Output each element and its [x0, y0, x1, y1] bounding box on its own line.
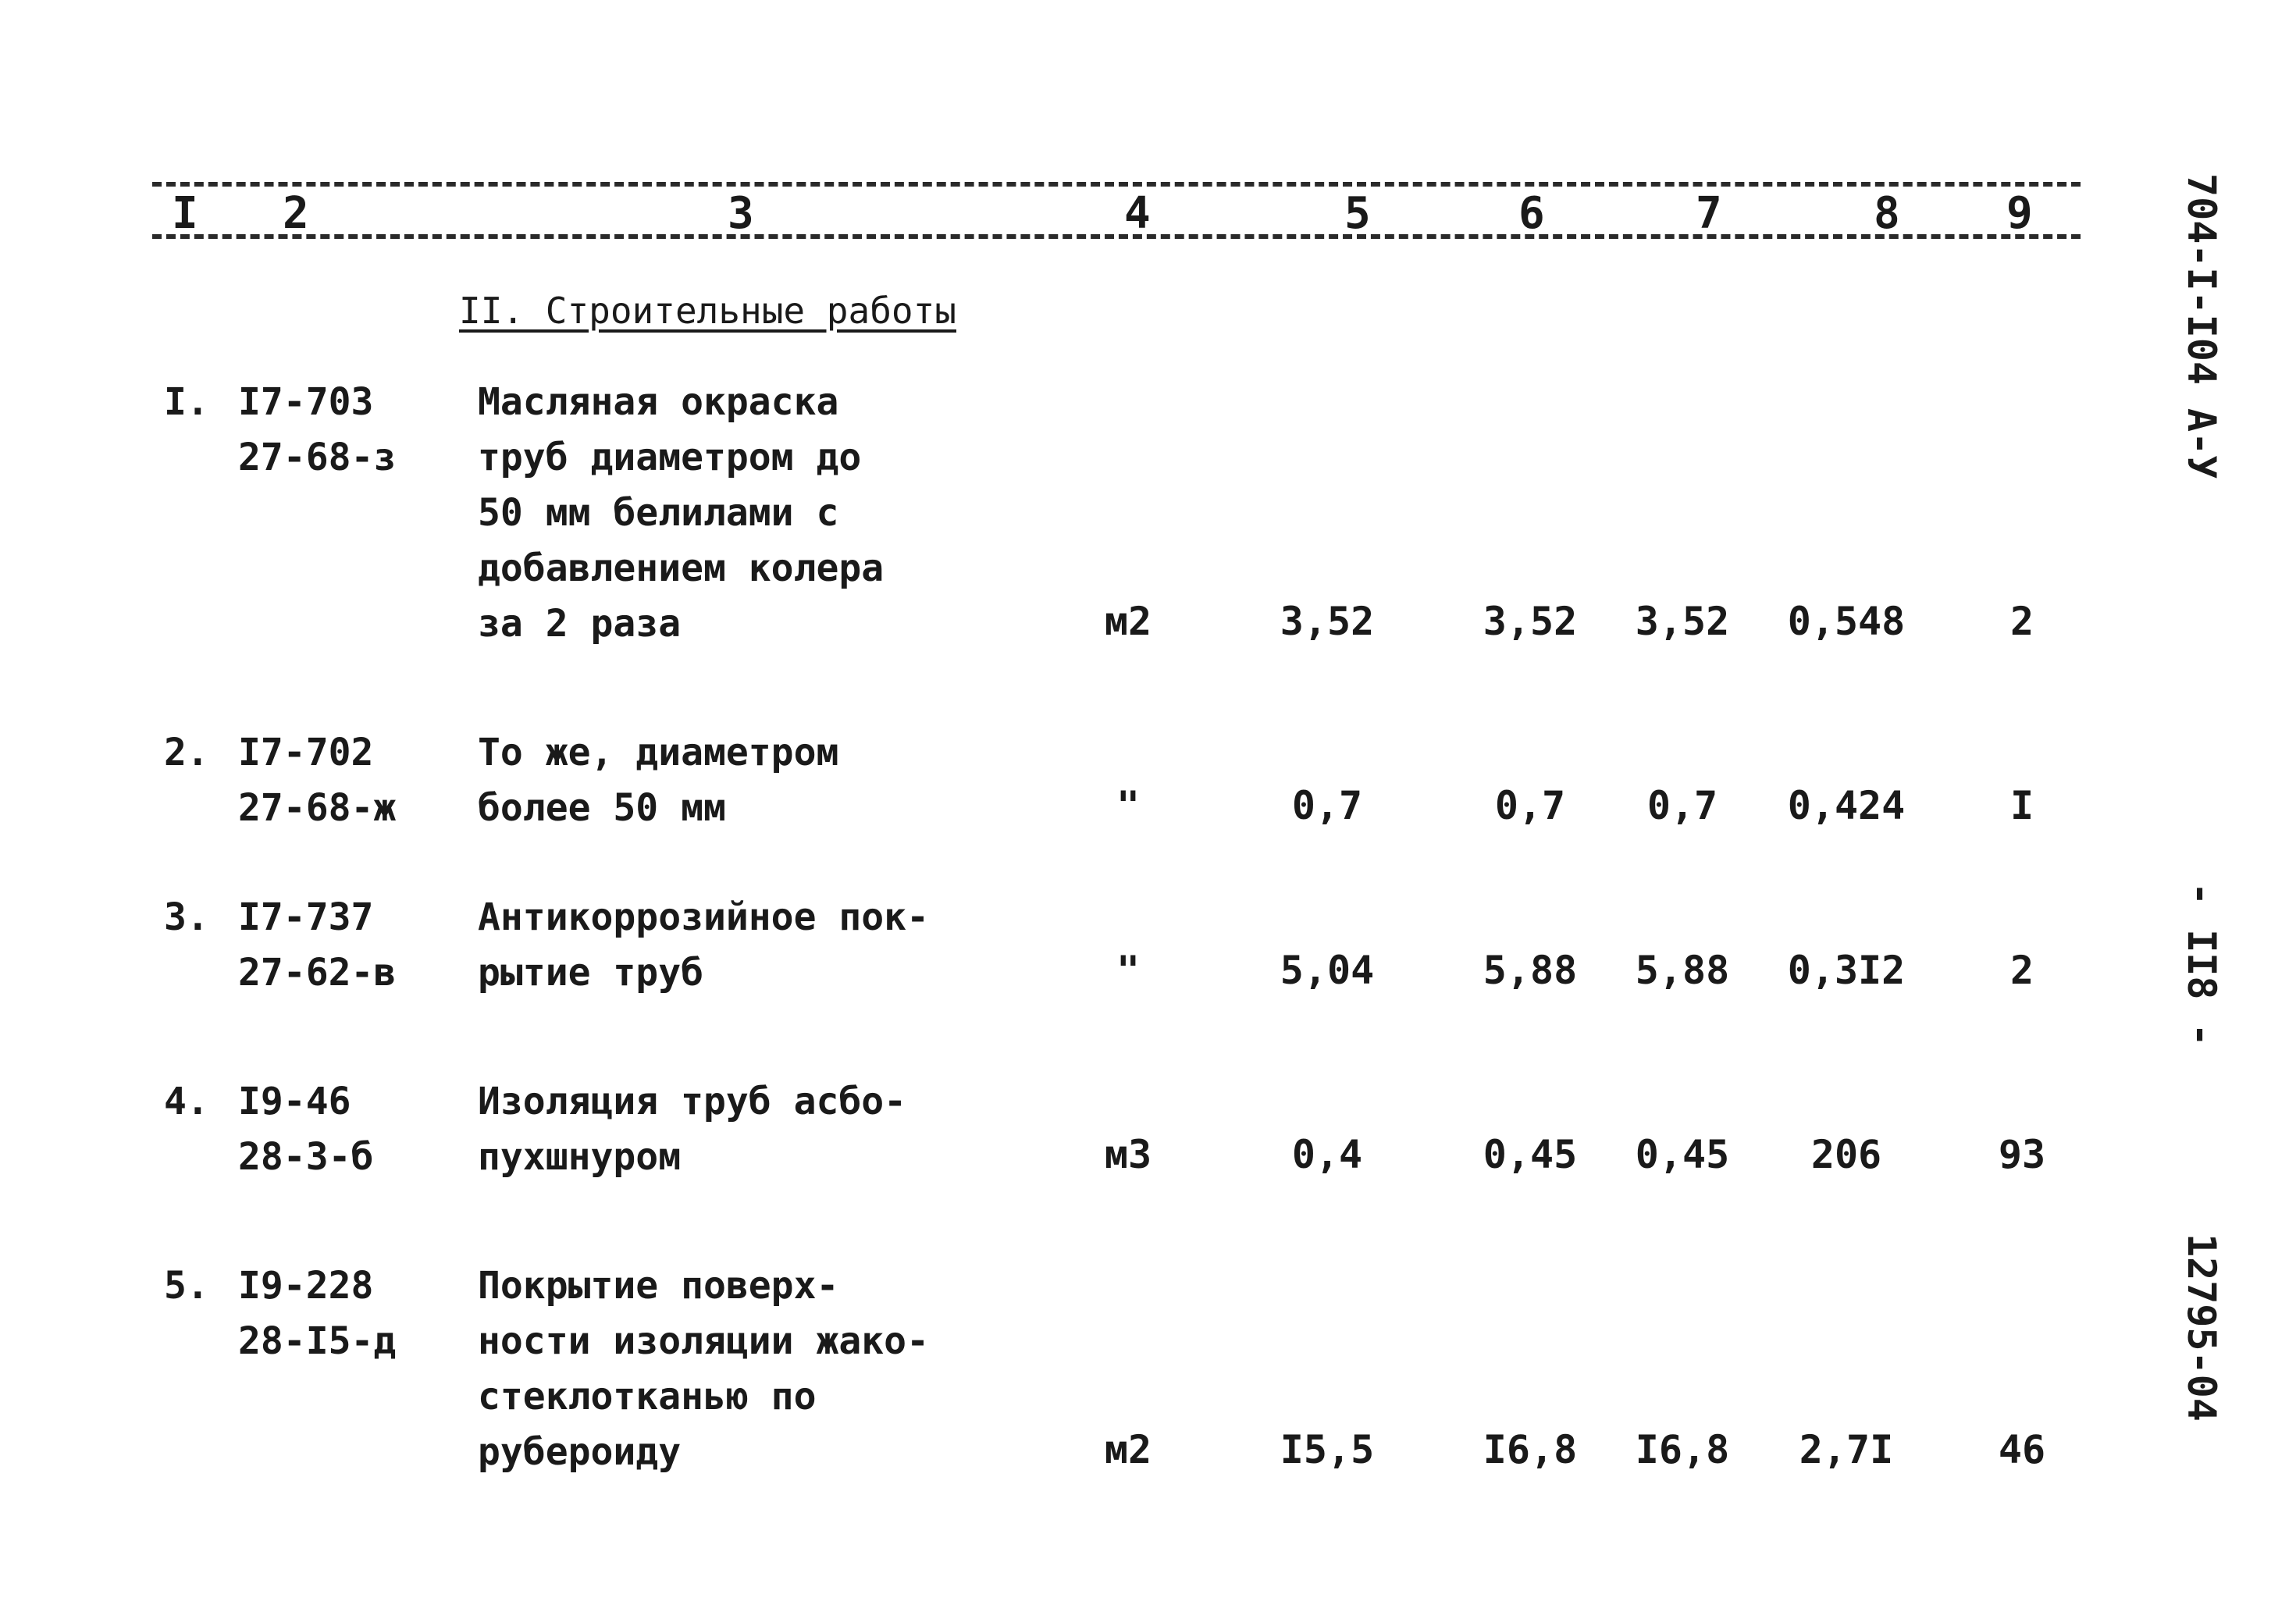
row-value-col8: 0,424 — [1787, 783, 1906, 828]
header-top-rule — [152, 182, 2081, 187]
row-description-line: Масляная окраска — [478, 380, 839, 424]
column-number: 3 — [728, 188, 754, 239]
row-value-col5: 3,52 — [1280, 599, 1375, 644]
row-code-primary: I9-228 — [238, 1264, 374, 1308]
row-code-secondary: 28-3-б — [238, 1135, 374, 1179]
row-unit: " — [1116, 783, 1141, 828]
row-unit: " — [1116, 948, 1141, 993]
row-index: I. — [164, 380, 209, 424]
row-value-col6: 0,45 — [1483, 1132, 1578, 1177]
row-description-line: труб диаметром до — [478, 436, 862, 479]
row-code-secondary: 27-68-з — [238, 436, 397, 479]
margin-page-number: - II8 - — [2179, 882, 2224, 1047]
row-value-col8: 206 — [1810, 1132, 1882, 1177]
column-number: 4 — [1124, 188, 1151, 239]
row-index: 3. — [164, 895, 209, 939]
row-value-col5: I5,5 — [1280, 1427, 1375, 1472]
row-index: 2. — [164, 731, 209, 774]
row-description-line: стеклотканью по — [478, 1375, 817, 1418]
row-value-col6: 0,7 — [1494, 783, 1566, 828]
row-description-line: пухшнуром — [478, 1135, 682, 1179]
row-unit: м3 — [1104, 1132, 1152, 1177]
row-value-col9: I — [2009, 783, 2034, 828]
row-description-line: ности изоляции жако- — [478, 1319, 929, 1363]
column-number: 9 — [2006, 188, 2033, 239]
row-code-primary: I9-46 — [238, 1080, 351, 1123]
row-code-primary: I7-702 — [238, 731, 374, 774]
row-description-line: 50 мм белилами с — [478, 491, 839, 535]
column-number: 6 — [1518, 188, 1545, 239]
row-value-col7: 3,52 — [1635, 599, 1730, 644]
row-index: 5. — [164, 1264, 209, 1308]
row-value-col5: 0,4 — [1291, 1132, 1363, 1177]
row-value-col7: 0,7 — [1646, 783, 1718, 828]
row-description-line: Антикоррозийное пок- — [478, 895, 929, 939]
row-code-primary: I7-737 — [238, 895, 374, 939]
row-description-line: за 2 раза — [478, 602, 682, 646]
row-value-col9: 2 — [2009, 948, 2034, 993]
row-value-col8: 2,7I — [1799, 1427, 1894, 1472]
section-title: II. Строительные работы — [459, 290, 956, 332]
row-value-col6: 5,88 — [1483, 948, 1578, 993]
row-value-col8: 0,3I2 — [1787, 948, 1906, 993]
row-description-line: То же, диаметром — [478, 731, 839, 774]
header-bottom-rule — [152, 234, 2081, 239]
row-code-secondary: 27-68-ж — [238, 786, 397, 830]
row-value-col7: 0,45 — [1635, 1132, 1730, 1177]
row-description-line: рытие труб — [478, 951, 703, 995]
column-number: 7 — [1696, 188, 1722, 239]
row-value-col9: 46 — [1998, 1427, 2046, 1472]
row-description-line: более 50 мм — [478, 786, 726, 830]
row-value-col5: 0,7 — [1291, 783, 1363, 828]
row-value-col6: I6,8 — [1483, 1427, 1578, 1472]
column-number: 8 — [1874, 188, 1900, 239]
row-value-col9: 93 — [1998, 1132, 2046, 1177]
row-unit: м2 — [1104, 599, 1152, 644]
row-code-secondary: 27-62-в — [238, 951, 397, 995]
margin-sheet-number: 12795-04 — [2179, 1233, 2224, 1422]
row-value-col5: 5,04 — [1280, 948, 1375, 993]
column-number: 2 — [283, 188, 309, 239]
row-value-col6: 3,52 — [1483, 599, 1578, 644]
row-value-col7: I6,8 — [1635, 1427, 1730, 1472]
row-value-col9: 2 — [2009, 599, 2034, 644]
row-code-secondary: 28-I5-д — [238, 1319, 397, 1363]
row-value-col8: 0,548 — [1787, 599, 1906, 644]
row-description-line: рубероиду — [478, 1430, 682, 1474]
row-description-line: Изоляция труб асбо- — [478, 1080, 907, 1123]
row-unit: м2 — [1104, 1427, 1152, 1472]
row-index: 4. — [164, 1080, 209, 1123]
row-code-primary: I7-703 — [238, 380, 374, 424]
margin-document-code: 704-I-I04 А-У — [2179, 173, 2224, 479]
column-number: 5 — [1344, 188, 1371, 239]
row-value-col7: 5,88 — [1635, 948, 1730, 993]
column-number: I — [172, 188, 198, 239]
row-description-line: добавлением колера — [478, 546, 885, 590]
row-description-line: Покрытие поверх- — [478, 1264, 839, 1308]
